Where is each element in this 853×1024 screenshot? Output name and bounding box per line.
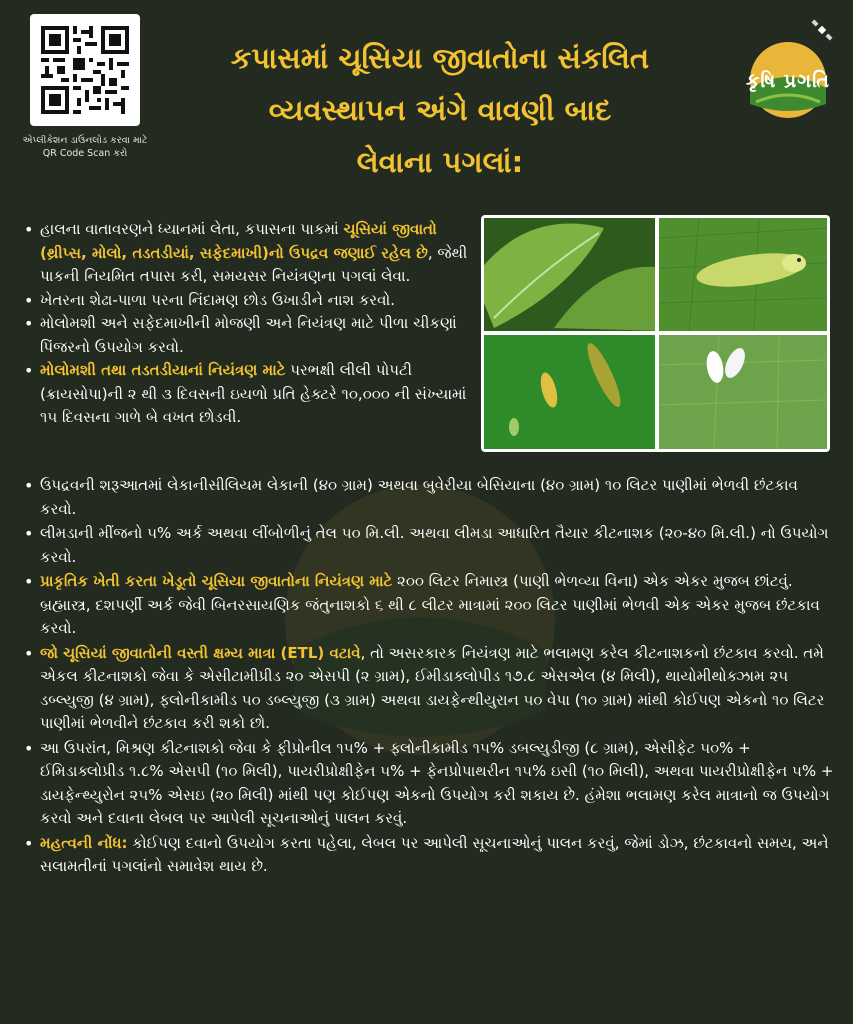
- list-item: • ખેતરના શેઢા-પાળા પરના નિંદામણ છોડ ઉખાડીને નાશ કરવો.: [24, 289, 474, 313]
- list-item: • લીમડાની મીંજનો ૫% અર્ક અથવા લીંબોળીનું તેલ ૫૦ મિ.લી. અથવા લીમડા આધારિત તૈયાર કીટનાશક (૨૦-૪૦ મિ.લી.) નો ઉપયોગ કરવો.: [24, 522, 836, 569]
- list-item: • હાલના વાતાવરણને ધ્યાનમાં લેતા, કપાસના પાકમાં ચૂસિયાં જીવાતો (થ્રીપ્સ, મોલો, તડતડીયાં, સફેદમાખી)નો ઉપદ્રવ જણાઈ રહેલ છે, જેથી પાકની નિયમિત તપાસ કરી, સમયસર નિયંત્રણના પગલાં લેવા.: [24, 218, 474, 289]
- list-item: • પ્રાકૃતિક ખેતી કરતા ખેડૂતો ચૂસિયા જીવાતોના નિયંત્રણ માટે ૨૦૦ લિટર નિમાસ્ત્ર (પાણી ભેળવ્યા વિના) એક એકર મુજબ છાંટવું. બ્રહ્માસ્ત્ર, દશપર્ણી અર્ક જેવી બિનરસાયણિક જંતુનાશકો ૬ થી ૮ લીટર માત્રામાં ૨૦૦ લિટર પાણીમાં ભેળવી એક એકર મુજબ છંટકાવ કરવો.: [24, 570, 836, 641]
- logo-text: કૃષિ પ્રગતિ: [745, 70, 831, 92]
- title-line2: વ્યવસ્થાપન અંગે વાવણી બાદ: [268, 93, 612, 127]
- bottom-bullet-list: [24, 474, 836, 880]
- cotton-leaf-photo: [484, 218, 655, 331]
- qr-caption: [10, 134, 160, 160]
- top-bullet-list: [24, 218, 474, 430]
- list-item: • મોલોમશી અને સફેદમાખીની મોજણી અને નિયંત્રણ માટે પીળા ચીકણાં પિંજરનો ઉપયોગ કરવો.: [24, 312, 474, 359]
- qr-code[interactable]: [30, 14, 140, 126]
- qr-caption-line2: QR Code Scan કરો: [42, 148, 128, 159]
- page-title: [160, 32, 720, 188]
- pest-photo-collage: [481, 215, 830, 452]
- satellite-icon: [810, 18, 834, 42]
- thrips-insect-photo: [484, 335, 655, 449]
- list-item: • જો ચૂસિયાં જીવાતોની વસ્તી ક્ષમ્ય માત્રા (ETL) વટાવે, તો અસરકારક નિયંત્રણ માટે ભલામણ કરેલ કીટનાશકનો છંટકાવ કરવો. તમે એકલ કીટનાશકો જેવા કે એસીટામીપ્રીડ ૨૦ એસપી (૨ ગ્રામ), ઈમીડાક્લોપીડ ૧૭.૮ એસએલ (૪ મિલી), થાયોમીથોક્ઝામ ૨૫ ડબ્લ્યુજી (૪ ગ્રામ), ફ્લોનીકામીડ ૫૦ ડબ્લ્યુજી (૩ ગ્રામ) અથવા ડાયફેન્થીયુરાન ૫૦ વેપા (૧૦ ગ્રામ) માંથી કોઈપણ એકનો ૧૦ લિટર પાણીમાં ભેળવીને છંટકાવ કરી શકો છો.: [24, 642, 836, 736]
- title-line1: કપાસમાં ચૂસિયા જીવાતોના સંકલિત: [230, 41, 650, 75]
- jassid-insect-photo: [659, 218, 827, 331]
- whitefly-insect-photo: [659, 335, 827, 449]
- important-note: • મહત્વની નોંધ: કોઈપણ દવાનો ઉપયોગ કરતા પહેલા, લેબલ પર આપેલી સૂચનાઓનું પાલન કરવું, જેમાં ડોઝ, છંટકાવનો સમય, અને સલામતીનાં પગલાંનો સમાવેશ થાય છે.: [24, 832, 836, 879]
- brand-logo: [738, 18, 838, 118]
- title-line3: લેવાના પગલાં:: [356, 145, 524, 179]
- list-item: • ઉપદ્રવની શરૂઆતમાં લેકાનીસીલિયમ લેકાની (૪૦ ગ્રામ) અથવા બુવેરીયા બેસિયાના (૪૦ ગ્રામ) ૧૦ લિટર પાણીમાં ભેળવી છંટકાવ કરવો.: [24, 474, 836, 521]
- list-item: • મોલોમશી તથા તડતડીયાનાં નિયંત્રણ માટે પરભક્ષી લીલી પોપટી (ક્રાયસોપા)ની ૨ થી ૩ દિવસની ઇયળો પ્રતિ હેક્ટરે ૧૦,૦૦૦ ની સંખ્યામાં ૧૫ દિવસના ગાળે બે વખત છોડવી.: [24, 359, 474, 430]
- qr-code-icon: [41, 26, 129, 114]
- qr-caption-line1: એપ્લીકેશન ડાઉનલોડ કરવા માટે: [22, 135, 148, 146]
- list-item: • આ ઉપરાંત, મિશ્રણ કીટનાશકો જેવા કે ફીપ્રોનીલ ૧૫% + ફ્લોનીકામીડ ૧૫% ડબલ્યુડીજી (૮ ગ્રામ), એસીફેટ ૫૦% + ઈમિડાક્લોપ્રીડ ૧.૮% એસપી (૧૦ મિલી), પાયરીપ્રોક્ષીફેન ૫% + ફેનપ્રોપાથરીન ૧૫% ઇસી (૧૦ મિલી), અથવા પાયરીપ્રોક્ષીફેન ૫% + ડાયફેન્થ્યુરોન ૨૫% એસઇ (૨૦ મિલી) માંથી પણ કોઈપણ એકનો ઉપયોગ કરી શકાય છે. હંમેશા ભલામણ કરેલ માત્રાનો જ ઉપયોગ કરવો અને દવાના લેબલ પર આપેલી સૂચનાઓનું પાલન કરવું.: [24, 737, 836, 831]
